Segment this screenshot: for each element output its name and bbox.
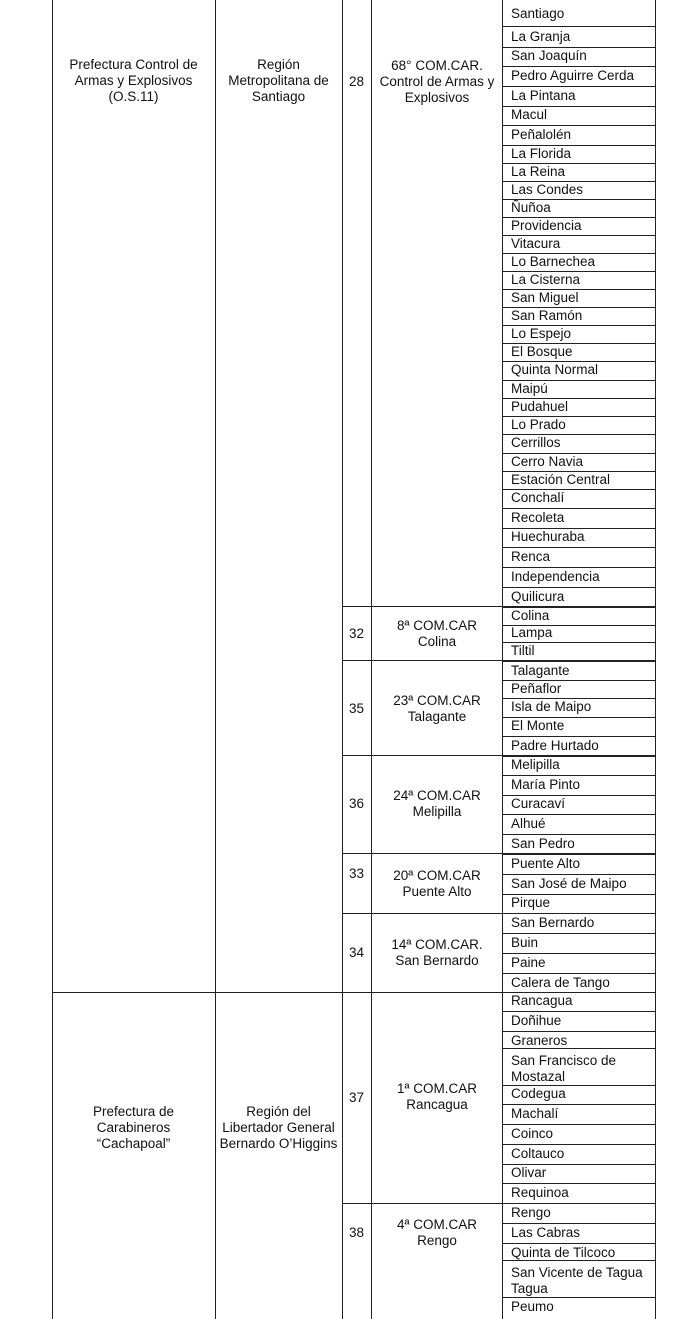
- comuna-cell: Las Condes: [511, 182, 584, 197]
- prefectura-name-line: “Cachapoal”: [96, 1136, 171, 1151]
- comuna-cell: Rancagua: [511, 993, 573, 1008]
- comisaria-number: 34: [348, 945, 365, 960]
- comuna-cell: Rengo: [511, 1205, 551, 1220]
- row-divider: [502, 814, 656, 815]
- comuna-cell: Huechuraba: [511, 529, 585, 544]
- comisaria-number: 36: [348, 796, 365, 811]
- comuna-cell: Conchalí: [511, 490, 565, 505]
- comuna-cell: Quilicura: [511, 589, 565, 604]
- comuna-cell: Calera de Tango: [511, 975, 610, 990]
- comisaria-name-line: Puente Alto: [402, 884, 472, 899]
- comuna-cell: Vitacura: [511, 236, 561, 251]
- comuna-cell: Curacaví: [511, 796, 566, 811]
- comuna-cell: María Pinto: [511, 777, 581, 792]
- comuna-cell: Quinta de Tilcoco: [511, 1245, 616, 1260]
- row-divider: [502, 1203, 656, 1204]
- comisaria-number: 37: [348, 1090, 365, 1105]
- comisaria-name-line: 24ª COM.CAR: [393, 788, 481, 803]
- comuna-cell: San Bernardo: [511, 915, 595, 930]
- comuna-cell: San Miguel: [511, 290, 579, 305]
- comuna-cell: La Granja: [511, 29, 571, 44]
- comuna-cell: Cerro Navia: [511, 454, 584, 469]
- comuna-cell: San Pedro: [511, 836, 575, 851]
- prefectura-name-line: (O.S.11): [108, 89, 159, 104]
- row-divider: [502, 1223, 656, 1224]
- comuna-cell: Independencia: [511, 569, 600, 584]
- comuna-cell: Requinoa: [511, 1185, 569, 1200]
- row-divider: [502, 1011, 656, 1012]
- prefectura-name-line: Prefectura de: [92, 1104, 175, 1119]
- comuna-cell: Paine: [511, 955, 546, 970]
- row-divider: [502, 953, 656, 954]
- comuna-cell: Pudahuel: [511, 399, 569, 414]
- comuna-cell: La Cisterna: [511, 272, 581, 287]
- comuna-cell: Coinco: [511, 1126, 554, 1141]
- region-name-line: Metropolitana de: [228, 73, 329, 88]
- comuna-cell: Providencia: [511, 218, 582, 233]
- row-divider: [502, 26, 656, 27]
- comuna-cell: Santiago: [511, 6, 565, 21]
- comisaria-number: 28: [348, 74, 365, 89]
- row-divider: [502, 1260, 656, 1261]
- comuna-cell: La Pintana: [511, 88, 576, 103]
- comuna-cell: La Florida: [511, 146, 572, 161]
- prefectura-name-line: Carabineros: [96, 1120, 171, 1135]
- row-divider: [502, 775, 656, 776]
- row-divider: [502, 834, 656, 835]
- comisaria-name-line: Talagante: [407, 709, 467, 724]
- comisaria-name: [372, 1081, 502, 1113]
- comisaria-name-line: 8ª COM.CAR: [396, 618, 477, 633]
- comisaria-name-line: San Bernardo: [395, 953, 479, 968]
- comuna-cell: Peñaflor: [511, 681, 562, 696]
- region-name-line: Libertador General: [222, 1120, 335, 1135]
- comuna-cell: Tiltil: [511, 643, 535, 658]
- row-divider: [502, 1297, 656, 1298]
- row-divider: [502, 86, 656, 87]
- prefectura-name-line: Armas y Explosivos: [74, 73, 193, 88]
- comisaria-name-line: 20ª COM.CAR: [393, 868, 481, 883]
- comisaria-name: [372, 693, 502, 725]
- comuna-cell: Melipilla: [511, 757, 560, 772]
- region-name-line: Región del: [246, 1104, 311, 1119]
- row-divider: [502, 661, 656, 662]
- comuna-cell: Maipú: [511, 381, 548, 396]
- comisaria-name-line: 68° COM.CAR.: [391, 58, 483, 73]
- row-divider: [502, 933, 656, 934]
- comuna-cell: La Reina: [511, 164, 566, 179]
- comisaria-name: [372, 788, 502, 820]
- comuna-cell: Recoleta: [511, 510, 565, 525]
- comisaria-name: [372, 937, 502, 969]
- comisaria-name: [372, 868, 502, 900]
- comisaria-name-line: Rengo: [417, 1233, 457, 1248]
- comisaria-name-line: Colina: [417, 634, 457, 649]
- row-divider: [502, 1183, 656, 1184]
- comisaria-name-line: Explosivos: [404, 90, 470, 105]
- comuna-cell: Talagante: [511, 663, 570, 678]
- row-divider: [502, 854, 656, 855]
- row-divider: [502, 66, 656, 67]
- row-divider: [502, 125, 656, 126]
- comuna-cell: Estación Central: [511, 472, 611, 487]
- comuna-cell: Lampa: [511, 625, 553, 640]
- row-divider: [502, 1048, 656, 1049]
- comuna-cell: Renca: [511, 549, 551, 564]
- comuna-cell: Isla de Maipo: [511, 699, 592, 714]
- comisaria-name-line: 14ª COM.CAR.: [391, 937, 483, 952]
- comuna-cell: Machalí: [511, 1106, 559, 1121]
- row-divider: [502, 1104, 656, 1105]
- comuna-cell: Las Cabras: [511, 1225, 581, 1240]
- comisaria-name-line: Control de Armas y: [379, 74, 495, 89]
- comuna-cell: Macul: [511, 107, 548, 122]
- prefectura-name-line: Prefectura Control de: [69, 57, 198, 72]
- row-divider: [502, 973, 656, 974]
- comisaria-number: 33: [348, 866, 365, 881]
- row-divider: [502, 1243, 656, 1244]
- comuna-cell: San José de Maipo: [511, 876, 627, 891]
- comisaria-number: 35: [348, 701, 365, 716]
- comuna-cell: El Bosque: [511, 344, 573, 359]
- comuna-cell: Puente Alto: [511, 856, 581, 871]
- comuna-cell: San Ramón: [511, 308, 583, 323]
- row-divider: [502, 508, 656, 509]
- comuna-cell: San Vicente de Tagua Tagua: [511, 1265, 643, 1296]
- comisaria-name-line: 23ª COM.CAR: [393, 693, 481, 708]
- comuna-cell: Cerrillos: [511, 435, 561, 450]
- comisaria-name-line: Melipilla: [412, 804, 462, 819]
- row-divider: [502, 587, 656, 588]
- row-divider: [502, 567, 656, 568]
- comuna-cell: Lo Barnechea: [511, 254, 596, 269]
- comuna-cell: Olivar: [511, 1165, 547, 1180]
- comisaria-name: [372, 1217, 502, 1249]
- comuna-cell: Peumo: [511, 1299, 554, 1314]
- comisaria-number: 32: [348, 626, 365, 641]
- region-name: [215, 1104, 342, 1152]
- comuna-cell: Peñalolén: [511, 127, 572, 142]
- comuna-cell: Pedro Aguirre Cerda: [511, 68, 635, 83]
- comuna-cell: Doñihue: [511, 1013, 562, 1028]
- comisaria-name-line: 4ª COM.CAR: [396, 1217, 477, 1232]
- region-name-line: Bernardo O’Higgins: [219, 1136, 338, 1151]
- comuna-cell: Buin: [511, 935, 539, 950]
- row-divider: [502, 874, 656, 875]
- comuna-cell: Lo Espejo: [511, 326, 572, 341]
- comuna-cell: San Joaquín: [511, 48, 587, 63]
- region-name-line: Santiago: [251, 89, 306, 104]
- comuna-cell: Alhué: [511, 816, 546, 831]
- comuna-cell: Padre Hurtado: [511, 738, 599, 753]
- comisaria-name-line: Rancagua: [406, 1097, 468, 1112]
- comuna-cell: Pirque: [511, 895, 551, 910]
- row-divider: [502, 1124, 656, 1125]
- row-divider: [502, 913, 656, 914]
- comuna-cell: San Francisco de Mostazal: [511, 1053, 617, 1084]
- row-divider: [502, 736, 656, 737]
- prefectura-name: [52, 1104, 215, 1152]
- prefectura-name: [52, 57, 215, 105]
- comuna-cell: El Monte: [511, 718, 565, 733]
- row-divider: [502, 547, 656, 548]
- comuna-cell: Colina: [511, 608, 550, 623]
- row-divider: [502, 1144, 656, 1145]
- region-name-line: Región: [257, 57, 300, 72]
- comuna-cell: Quinta Normal: [511, 362, 599, 377]
- comisaria-name: [372, 618, 502, 650]
- comisaria-number: 38: [348, 1225, 365, 1240]
- comisaria-name-line: 1ª COM.CAR: [396, 1081, 477, 1096]
- region-name: [215, 57, 342, 105]
- row-divider: [502, 1031, 656, 1032]
- comuna-cell: Codegua: [511, 1086, 566, 1101]
- comuna-cell: Coltauco: [511, 1146, 565, 1161]
- comuna-cell: Ñuñoa: [511, 200, 551, 215]
- comuna-cell: Graneros: [511, 1033, 568, 1048]
- comuna-cell: Lo Prado: [511, 417, 566, 432]
- comisaria-name: [372, 58, 502, 106]
